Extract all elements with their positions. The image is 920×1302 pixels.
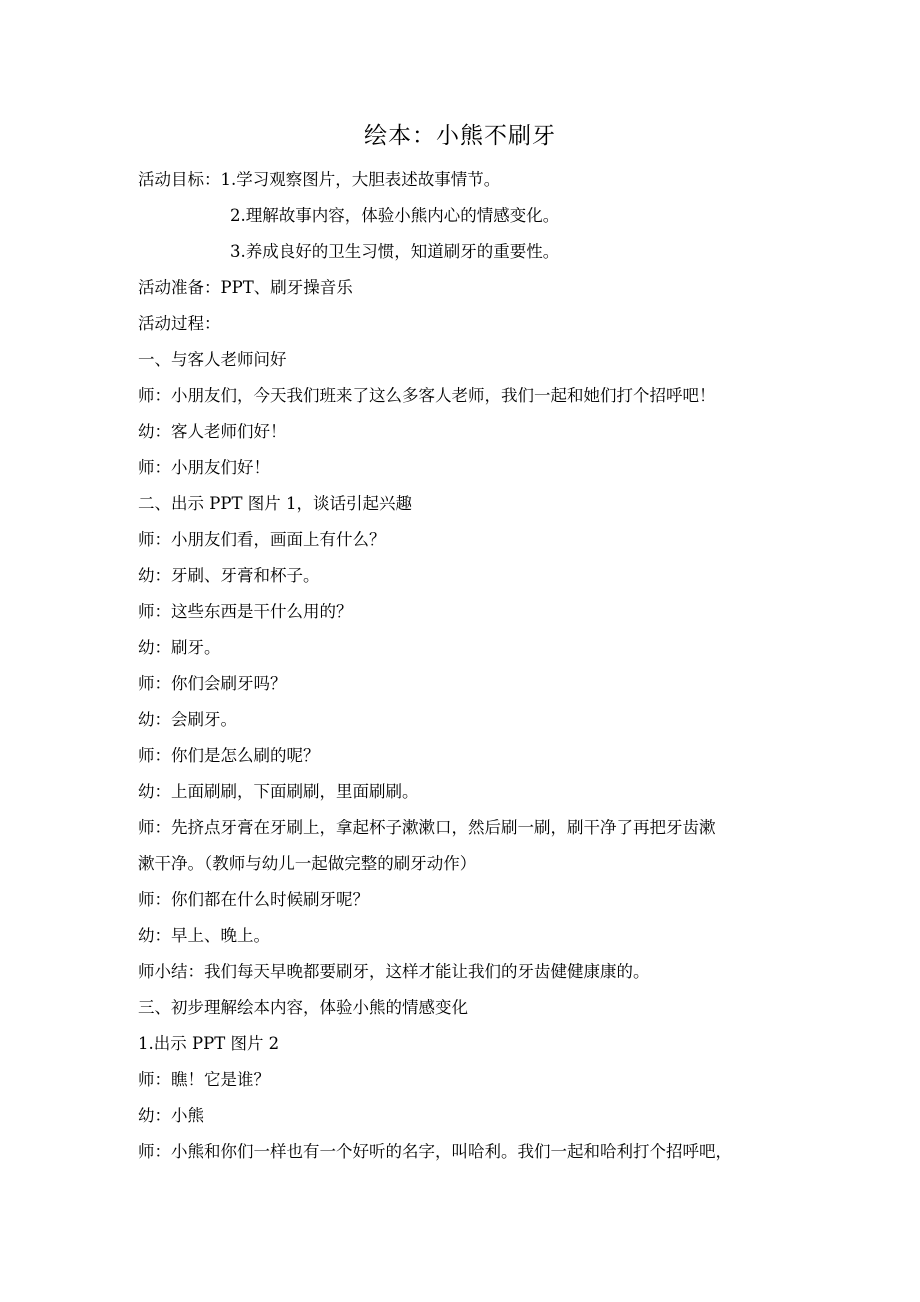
- goal-item: 3.养成良好的卫生习惯，知道刷牙的重要性。: [230, 242, 560, 261]
- paragraph-line: 师：你们会刷牙吗？: [138, 674, 287, 693]
- paragraph-line: 幼：会刷牙。: [138, 710, 237, 729]
- content-lines: [138, 342, 798, 1170]
- goals-label: 活动目标：: [138, 170, 221, 189]
- document-title: 绘本：小熊不刷牙: [364, 123, 556, 149]
- document-body: [138, 162, 798, 1170]
- paragraph-line: 二、出示 PPT 图片 1，谈话引起兴趣: [138, 494, 412, 513]
- paragraph-line: 师小结：我们每天早晚都要刷牙，这样才能让我们的牙齿健健康康的。: [138, 962, 650, 981]
- process-label: 活动过程：: [138, 314, 221, 333]
- paragraph-line: 师：小朋友们，今天我们班来了这么多客人老师，我们一起和她们打个招呼吧！: [138, 386, 716, 405]
- paragraph-line: 1.出示 PPT 图片 2: [138, 1034, 280, 1053]
- paragraph-line: 师：你们都在什么时候刷牙呢？: [138, 890, 369, 909]
- paragraph-line: 幼：早上、晚上。: [138, 926, 270, 945]
- goal-item: 2.理解故事内容，体验小熊内心的情感变化。: [230, 206, 560, 225]
- paragraph-line: 师：这些东西是干什么用的？: [138, 602, 353, 621]
- paragraph-line: 幼：牙刷、牙膏和杯子。: [138, 566, 320, 585]
- preparation-line: 活动准备：PPT、刷牙操音乐: [138, 278, 353, 297]
- paragraph-line: 师：小熊和你们一样也有一个好听的名字，叫哈利。我们一起和哈利打个招呼吧，: [138, 1142, 732, 1161]
- paragraph-line: 幼：上面刷刷，下面刷刷，里面刷刷。: [138, 782, 419, 801]
- paragraph-line: 师：你们是怎么刷的呢？: [138, 746, 320, 765]
- paragraph-line: 师：先挤点牙膏在牙刷上，拿起杯子漱漱口，然后刷一刷，刷干净了再把牙齿漱: [138, 818, 716, 837]
- paragraph-line: 漱干净。（教师与幼儿一起做完整的刷牙动作）: [138, 854, 477, 873]
- paragraph-line: 师：小朋友们看，画面上有什么？: [138, 530, 386, 549]
- paragraph-line: 幼：刷牙。: [138, 638, 221, 657]
- paragraph-line: 一、与客人老师问好: [138, 350, 287, 369]
- paragraph-line: 幼：客人老师们好！: [138, 422, 287, 441]
- paragraph-line: 师：瞧！它是谁？: [138, 1070, 270, 1089]
- paragraph-line: 三、初步理解绘本内容，体验小熊的情感变化: [138, 998, 468, 1017]
- paragraph-line: 幼：小熊: [138, 1106, 204, 1125]
- goal-item: 1.学习观察图片，大胆表述故事情节。: [220, 170, 501, 189]
- goals-line-1: [138, 162, 798, 198]
- paragraph-line: 师：小朋友们好！: [138, 458, 270, 477]
